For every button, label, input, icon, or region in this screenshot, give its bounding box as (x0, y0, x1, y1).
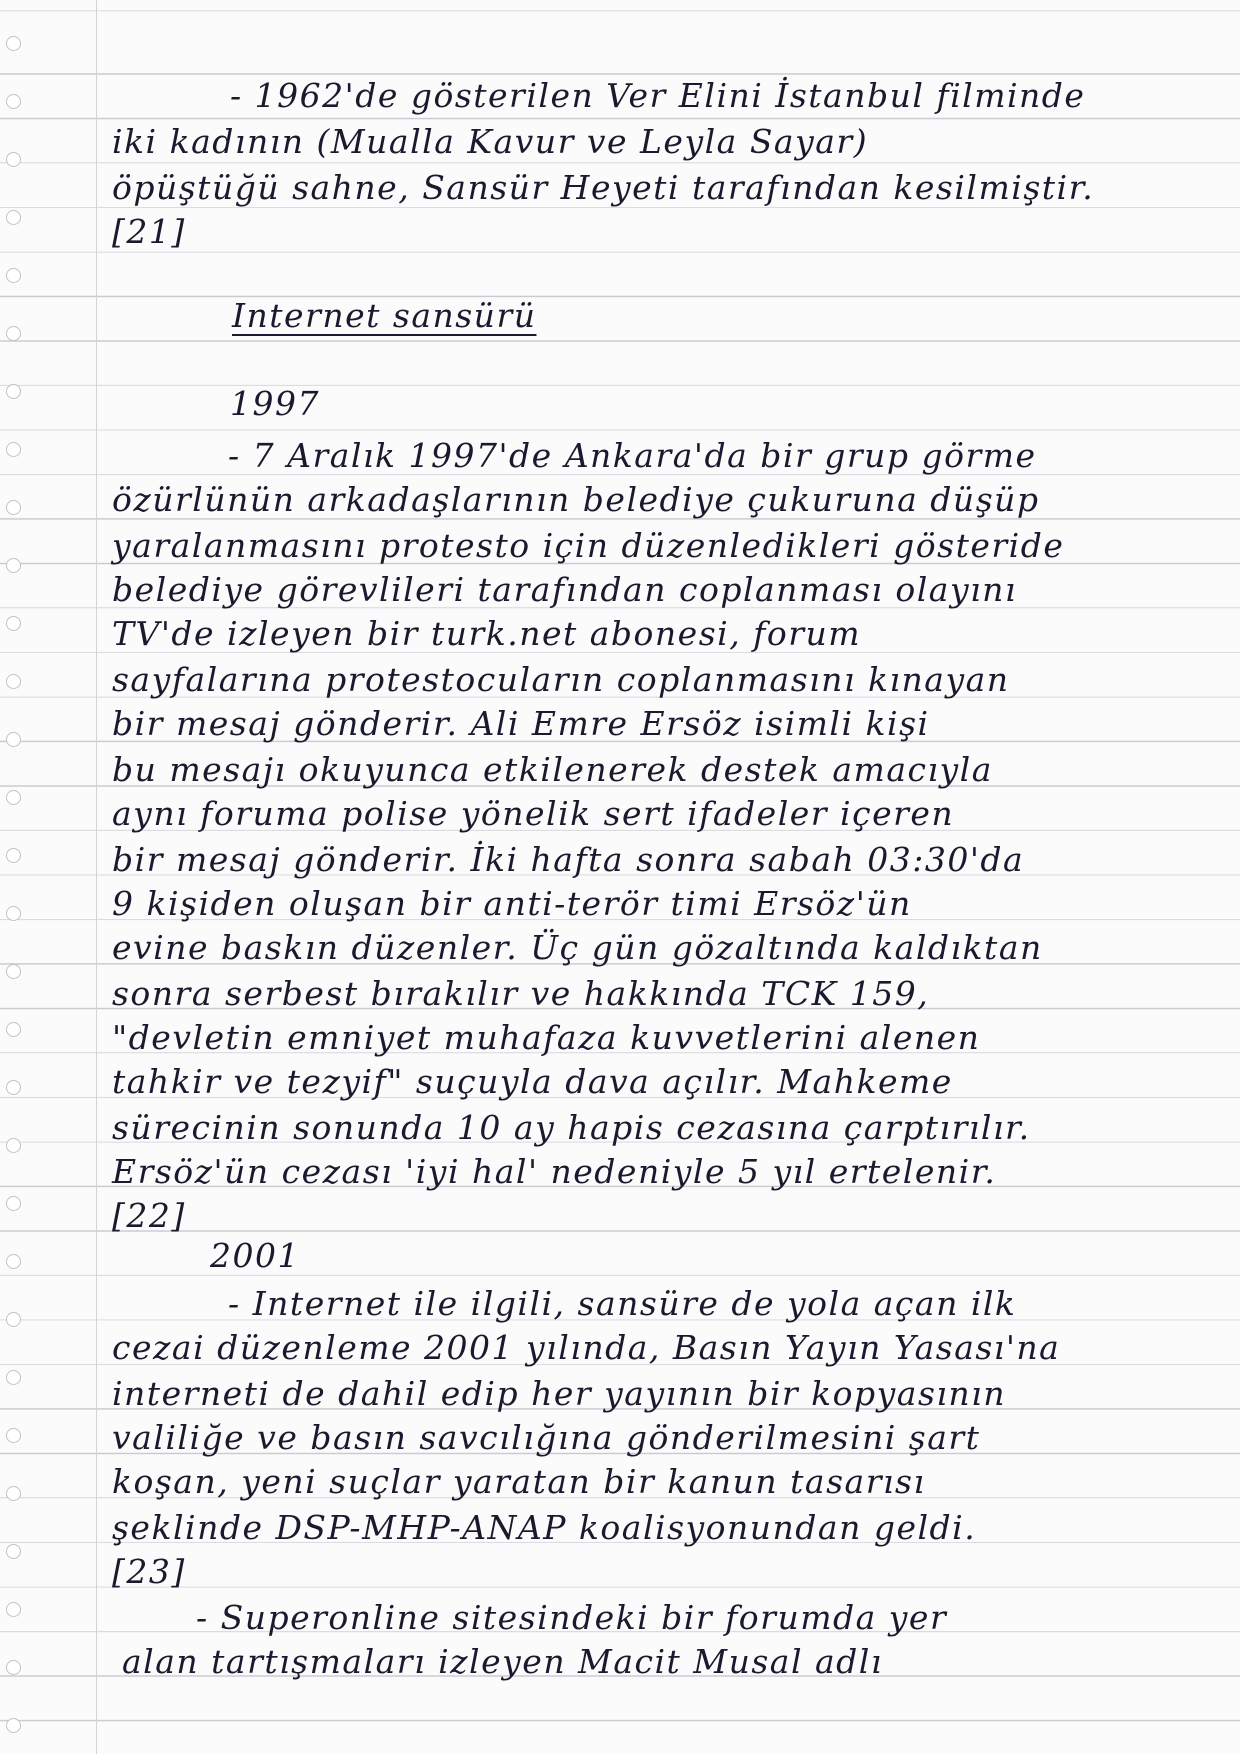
text-line: valiliğe ve basın savcılığına gönderilmesini şart (112, 1418, 981, 1457)
punch-hole (6, 1254, 21, 1269)
punch-hole (6, 906, 21, 921)
punch-hole (6, 732, 21, 747)
text-line: Ersöz'ün cezası 'iyi hal' nedeniyle 5 yıl ertelenir. (112, 1152, 997, 1191)
punch-hole (6, 94, 21, 109)
punch-hole (6, 1428, 21, 1443)
punch-hole (6, 1544, 21, 1559)
text-line: alan tartışmaları izleyen Macit Musal adlı (122, 1642, 883, 1681)
punch-hole (6, 210, 21, 225)
text-line: interneti de dahil edip her yayının bir kopyasının (112, 1374, 1006, 1413)
punch-hole (6, 36, 21, 51)
punch-hole (6, 558, 21, 573)
footnote-ref: [22] (112, 1196, 186, 1235)
text-line: cezai düzenleme 2001 yılında, Basın Yayın Yasası'na (112, 1328, 1061, 1367)
text-line: yaralanmasını protesto için düzenledikleri gösteride (112, 526, 1065, 565)
text-line: koşan, yeni suçlar yaratan bir kanun tasarısı (112, 1462, 926, 1501)
text-line: 9 kişiden oluşan bir anti-terör timi Ersöz'ün (112, 884, 912, 923)
text-line: "devletin emniyet muhafaza kuvvetlerini alenen (112, 1018, 981, 1057)
text-line: öpüştüğü sahne, Sansür Heyeti tarafından kesilmiştir. (112, 168, 1095, 207)
punch-hole (6, 1370, 21, 1385)
punch-hole (6, 1718, 21, 1733)
text-line: şeklinde DSP-MHP-ANAP koalisyonundan geldi. (112, 1508, 977, 1547)
punch-hole (6, 790, 21, 805)
punch-hole (6, 1138, 21, 1153)
text-line: - Superonline sitesindeki bir forumda yer (196, 1598, 948, 1637)
text-line: iki kadının (Mualla Kavur ve Leyla Sayar) (112, 122, 869, 161)
punch-hole (6, 1022, 21, 1037)
footnote-ref: [21] (112, 212, 186, 251)
text-line: evine baskın düzenler. Üç gün gözaltında kaldıktan (112, 928, 1043, 967)
year-label: 1997 (230, 384, 320, 423)
punch-hole (6, 1312, 21, 1327)
text-line: sayfalarına protestocuların coplanmasını kınayan (112, 660, 1010, 699)
text-line: sürecinin sonunda 10 ay hapis cezasına çarptırılır. (112, 1108, 1031, 1147)
text-line: - 7 Aralık 1997'de Ankara'da bir grup görme (228, 436, 1037, 475)
year-label: 2001 (210, 1236, 300, 1275)
text-line: belediye görevlileri tarafından coplanması olayını (112, 570, 1017, 609)
text-line: - Internet ile ilgili, sansüre de yola açan ilk (228, 1284, 1017, 1323)
text-line: tahkir ve tezyif" suçuyla dava açılır. Mahkeme (112, 1062, 953, 1101)
punch-hole (6, 442, 21, 457)
punch-hole (6, 268, 21, 283)
footnote-ref: [23] (112, 1552, 186, 1591)
punch-hole (6, 674, 21, 689)
margin-line (96, 0, 97, 1754)
punch-hole (6, 1660, 21, 1675)
text-line: bir mesaj gönderir. Ali Emre Ersöz isimli kişi (112, 704, 930, 743)
punch-hole (6, 326, 21, 341)
text-line: - 1962'de gösterilen Ver Elini İstanbul filminde (230, 76, 1086, 115)
punch-hole (6, 1602, 21, 1617)
punch-hole (6, 384, 21, 399)
punch-hole (6, 1196, 21, 1211)
text-line: aynı foruma polise yönelik sert ifadeler içeren (112, 794, 955, 833)
punch-hole (6, 616, 21, 631)
spiral-holes (0, 0, 40, 1754)
text-line: bu mesajı okuyunca etkilenerek destek amacıyla (112, 750, 993, 789)
punch-hole (6, 500, 21, 515)
text-line: bir mesaj gönderir. İki hafta sonra sabah 03:30'da (112, 840, 1025, 879)
punch-hole (6, 1080, 21, 1095)
punch-hole (6, 1486, 21, 1501)
section-heading: Internet sansürü (232, 296, 537, 335)
text-line: TV'de izleyen bir turk.net abonesi, forum (112, 614, 862, 653)
text-line: sonra serbest bırakılır ve hakkında TCK 159, (112, 974, 930, 1013)
text-line: özürlünün arkadaşlarının belediye çukuruna düşüp (112, 480, 1040, 519)
punch-hole (6, 152, 21, 167)
punch-hole (6, 848, 21, 863)
punch-hole (6, 964, 21, 979)
